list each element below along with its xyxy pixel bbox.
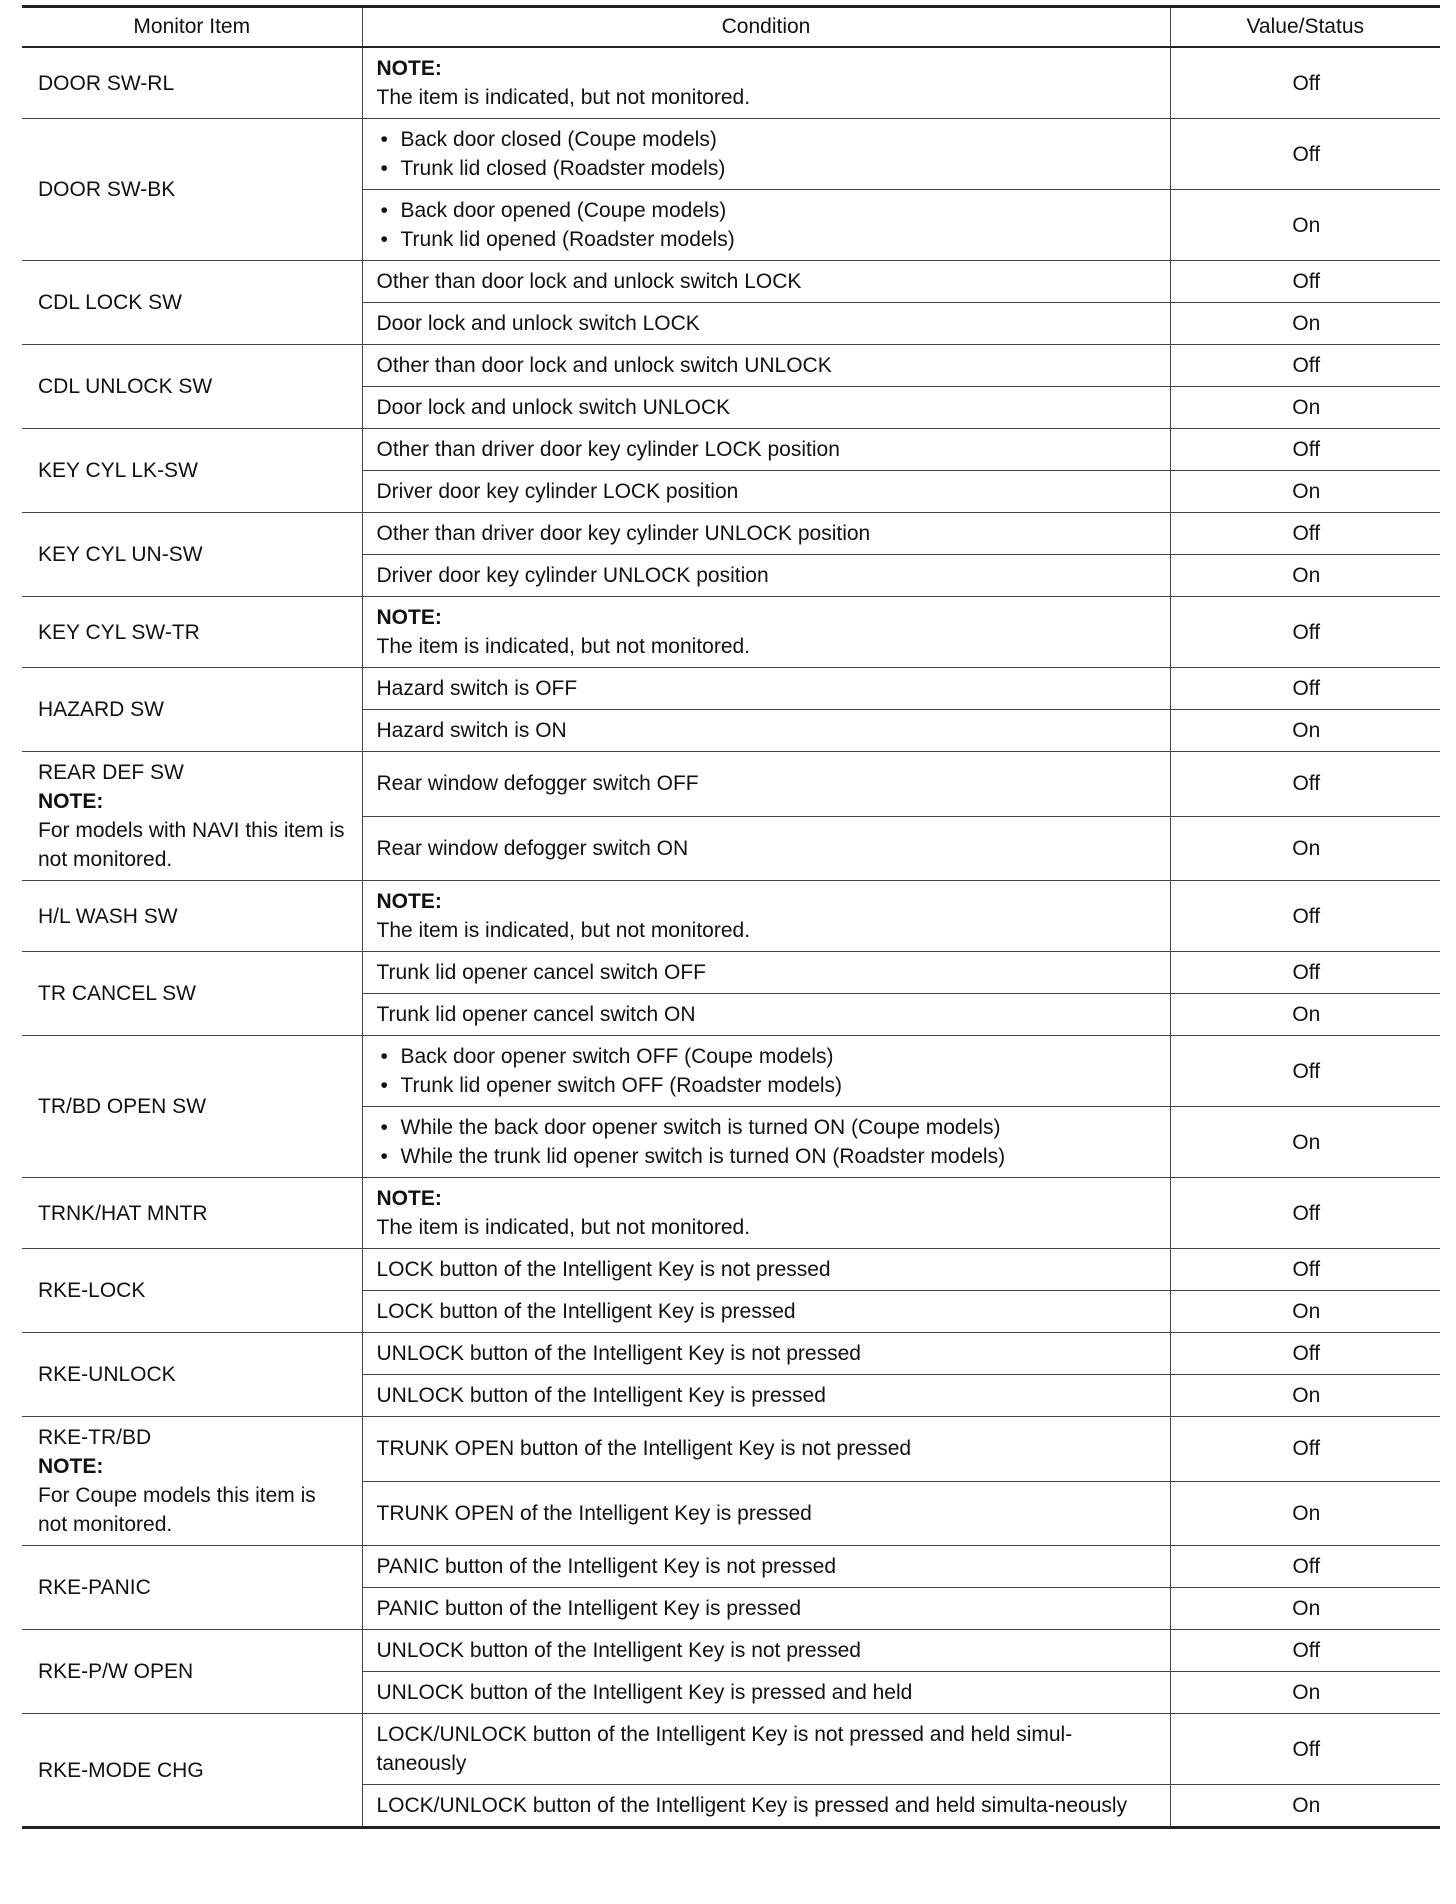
condition-text: TRUNK OPEN of the Intelligent Key is pressed (376, 1501, 812, 1525)
value-status-cell: On (1170, 555, 1440, 597)
monitor-item-name: KEY CYL UN-SW (38, 543, 203, 566)
condition-text: Driver door key cylinder UNLOCK position (376, 564, 769, 587)
condition-note-label: NOTE: (376, 57, 442, 80)
monitor-item-cell (22, 429, 362, 513)
monitor-item-cell (22, 752, 362, 881)
condition-cell (362, 668, 1170, 710)
value-status-cell: On (1170, 1107, 1440, 1178)
monitor-item-cell (22, 345, 362, 429)
condition-bullet-list (377, 125, 1156, 183)
condition-text: UNLOCK button of the Intelligent Key is not pressed (376, 1342, 861, 1365)
monitor-item-cell (22, 1036, 362, 1178)
condition-cell (362, 881, 1170, 952)
condition-cell (362, 1291, 1170, 1333)
condition-cell (362, 119, 1170, 190)
value-status-cell: Off (1170, 752, 1440, 817)
value-status-cell: Off (1170, 47, 1440, 119)
condition-cell (362, 1546, 1170, 1588)
value-status-cell: On (1170, 710, 1440, 752)
condition-text: Other than door lock and unlock switch UNLOCK (376, 354, 832, 377)
condition-text: Door lock and unlock switch LOCK (376, 312, 700, 335)
condition-cell (362, 597, 1170, 668)
condition-bullet-item: • Trunk lid closed (Roadster models) (377, 154, 1156, 183)
condition-text: Hazard switch is ON (376, 719, 567, 742)
monitor-item-cell (22, 119, 362, 261)
monitor-item-cell (22, 47, 362, 119)
header-row (22, 7, 1440, 48)
condition-bullet-list (377, 1113, 1156, 1171)
condition-cell (362, 1107, 1170, 1178)
condition-cell (362, 513, 1170, 555)
condition-cell (362, 1481, 1170, 1546)
condition-note-label: NOTE: (376, 606, 442, 629)
condition-text: UNLOCK button of the Intelligent Key is pressed (376, 1384, 826, 1407)
header-condition: Condition (362, 7, 1170, 48)
table-row (22, 1714, 1440, 1785)
condition-text: Rear window defogger switch OFF (376, 772, 699, 796)
condition-text: Hazard switch is OFF (376, 677, 578, 700)
condition-note-text: The item is indicated, but not monitored. (376, 86, 751, 109)
condition-bullet-item: • Trunk lid opener switch OFF (Roadster models) (377, 1071, 1156, 1100)
condition-cell (362, 1785, 1170, 1828)
condition-text: Trunk lid opener cancel switch ON (376, 1003, 696, 1026)
table-row (22, 1249, 1440, 1291)
table-row (22, 1036, 1440, 1107)
monitor-item-cell (22, 952, 362, 1036)
condition-cell (362, 1417, 1170, 1482)
condition-cell (362, 1630, 1170, 1672)
value-status-cell: On (1170, 1672, 1440, 1714)
monitor-item-cell (22, 881, 362, 952)
monitor-item-name: RKE-MODE CHG (38, 1758, 204, 1782)
condition-cell (362, 1375, 1170, 1417)
monitor-item-name: CDL UNLOCK SW (38, 375, 213, 398)
value-status-cell: Off (1170, 1630, 1440, 1672)
value-status-cell: On (1170, 1588, 1440, 1630)
condition-text: Other than door lock and unlock switch LOCK (376, 270, 802, 293)
condition-text: Driver door key cylinder LOCK position (376, 480, 739, 503)
monitor-item-cell (22, 513, 362, 597)
condition-bullet-item: • Back door opener switch OFF (Coupe models) (377, 1042, 1156, 1071)
monitor-item-name: RKE-P/W OPEN (38, 1660, 194, 1683)
monitor-item-cell (22, 1714, 362, 1828)
value-status-cell: Off (1170, 668, 1440, 710)
value-status-cell: Off (1170, 881, 1440, 952)
value-status-cell: On (1170, 1481, 1440, 1546)
condition-cell (362, 816, 1170, 881)
condition-text: LOCK button of the Intelligent Key is pressed (376, 1300, 796, 1323)
monitor-item-name: RKE-UNLOCK (38, 1363, 176, 1386)
monitor-item-cell (22, 1249, 362, 1333)
condition-cell (362, 1333, 1170, 1375)
monitor-item-name: TR CANCEL SW (38, 982, 196, 1005)
condition-cell (362, 1672, 1170, 1714)
header-monitor-item: Monitor Item (22, 7, 362, 48)
table-row (22, 261, 1440, 303)
condition-cell (362, 190, 1170, 261)
condition-text: Other than driver door key cylinder UNLOCK position (376, 522, 871, 545)
monitor-item-cell (22, 1630, 362, 1714)
condition-bullet-item: • Back door opened (Coupe models) (377, 196, 1156, 225)
value-status-cell: On (1170, 994, 1440, 1036)
condition-cell (362, 555, 1170, 597)
table-row (22, 1546, 1440, 1588)
table-body (22, 47, 1440, 1828)
value-status-cell: On (1170, 303, 1440, 345)
table-row (22, 1417, 1440, 1482)
value-status-cell: On (1170, 1375, 1440, 1417)
monitor-item-name: REAR DEF SW (38, 761, 184, 784)
value-status-cell: Off (1170, 513, 1440, 555)
condition-text: LOCK/UNLOCK button of the Intelligent Key is pressed and held simulta-neously (376, 1794, 1128, 1817)
condition-text: UNLOCK button of the Intelligent Key is not pressed (376, 1639, 861, 1662)
table-row (22, 1178, 1440, 1249)
condition-cell (362, 387, 1170, 429)
value-status-cell: Off (1170, 1714, 1440, 1785)
table-row (22, 881, 1440, 952)
value-status-cell: On (1170, 1785, 1440, 1828)
monitor-item-name: TR/BD OPEN SW (38, 1095, 207, 1118)
value-status-cell: Off (1170, 1417, 1440, 1482)
table-row (22, 429, 1440, 471)
monitor-item-name: RKE-LOCK (38, 1279, 146, 1302)
monitor-item-cell (22, 1333, 362, 1417)
item-note-label: NOTE: (38, 790, 104, 813)
condition-text: Other than driver door key cylinder LOCK position (376, 438, 840, 461)
condition-note-label: NOTE: (376, 1187, 442, 1210)
condition-text: LOCK button of the Intelligent Key is not pressed (376, 1258, 831, 1281)
condition-note-text: The item is indicated, but not monitored. (376, 919, 751, 942)
value-status-cell: On (1170, 816, 1440, 881)
condition-text: LOCK/UNLOCK button of the Intelligent Key is not pressed and held simul-taneously (376, 1723, 1073, 1775)
monitor-item-name: KEY CYL SW-TR (38, 620, 200, 644)
condition-cell (362, 1036, 1170, 1107)
condition-cell (362, 1714, 1170, 1785)
value-status-cell: Off (1170, 597, 1440, 668)
condition-cell (362, 952, 1170, 994)
value-status-cell: Off (1170, 1036, 1440, 1107)
condition-text: Trunk lid opener cancel switch OFF (376, 961, 707, 984)
item-note-label: NOTE: (38, 1455, 104, 1478)
condition-bullet-item: • Back door closed (Coupe models) (377, 125, 1156, 154)
table-row (22, 1333, 1440, 1375)
condition-note-label: NOTE: (376, 890, 442, 913)
table-row (22, 597, 1440, 668)
monitor-item-name: H/L WASH SW (38, 904, 178, 928)
table-row (22, 47, 1440, 119)
table-row (22, 119, 1440, 190)
value-status-cell: On (1170, 471, 1440, 513)
condition-text: Rear window defogger switch ON (376, 836, 689, 860)
condition-text: TRUNK OPEN button of the Intelligent Key is not pressed (376, 1437, 912, 1461)
table-row (22, 345, 1440, 387)
item-note-text: For models with NAVI this item is not monitored. (38, 819, 345, 871)
condition-cell (362, 752, 1170, 817)
monitor-item-name: TRNK/HAT MNTR (38, 1201, 208, 1225)
condition-text: PANIC button of the Intelligent Key is pressed (376, 1597, 802, 1620)
value-status-cell: Off (1170, 1546, 1440, 1588)
monitor-item-cell (22, 597, 362, 668)
monitor-item-cell (22, 1417, 362, 1546)
condition-cell (362, 47, 1170, 119)
condition-bullet-item: • While the trunk lid opener switch is turned ON (Roadster models) (377, 1142, 1156, 1171)
monitor-item-cell (22, 261, 362, 345)
table-row (22, 752, 1440, 817)
condition-note-text: The item is indicated, but not monitored. (376, 1216, 751, 1239)
table-row (22, 1630, 1440, 1672)
condition-cell (362, 429, 1170, 471)
monitor-item-name: RKE-PANIC (38, 1576, 151, 1599)
condition-cell (362, 994, 1170, 1036)
value-status-cell: Off (1170, 345, 1440, 387)
condition-bullet-item: • While the back door opener switch is turned ON (Coupe models) (377, 1113, 1156, 1142)
monitor-item-name: DOOR SW-RL (38, 71, 175, 95)
condition-text: UNLOCK button of the Intelligent Key is pressed and held (376, 1681, 913, 1704)
monitor-item-table (22, 5, 1440, 1829)
table-row (22, 952, 1440, 994)
monitor-item-name: CDL LOCK SW (38, 291, 182, 314)
monitor-item-name: KEY CYL LK-SW (38, 459, 198, 482)
monitor-item-name: HAZARD SW (38, 698, 164, 721)
condition-cell (362, 710, 1170, 752)
monitor-item-name: RKE-TR/BD (38, 1426, 152, 1449)
monitor-item-cell (22, 1546, 362, 1630)
item-note-text: For Coupe models this item is not monitored. (38, 1484, 316, 1536)
condition-cell (362, 303, 1170, 345)
value-status-cell: On (1170, 387, 1440, 429)
condition-cell (362, 1249, 1170, 1291)
value-status-cell: Off (1170, 1178, 1440, 1249)
condition-bullet-list (377, 1042, 1156, 1100)
condition-text: Door lock and unlock switch UNLOCK (376, 396, 731, 419)
condition-cell (362, 345, 1170, 387)
table-row (22, 513, 1440, 555)
condition-text: PANIC button of the Intelligent Key is not pressed (376, 1555, 837, 1578)
value-status-cell: Off (1170, 261, 1440, 303)
monitor-item-cell (22, 1178, 362, 1249)
value-status-cell: Off (1170, 1249, 1440, 1291)
condition-cell (362, 261, 1170, 303)
value-status-cell: Off (1170, 119, 1440, 190)
value-status-cell: Off (1170, 952, 1440, 994)
condition-cell (362, 1588, 1170, 1630)
value-status-cell: Off (1170, 429, 1440, 471)
value-status-cell: On (1170, 1291, 1440, 1333)
monitor-item-name: DOOR SW-BK (38, 178, 176, 201)
condition-bullet-item: • Trunk lid opened (Roadster models) (377, 225, 1156, 254)
monitor-item-cell (22, 668, 362, 752)
condition-note-text: The item is indicated, but not monitored. (376, 635, 751, 658)
value-status-cell: On (1170, 190, 1440, 261)
condition-cell (362, 471, 1170, 513)
table-row (22, 668, 1440, 710)
condition-cell (362, 1178, 1170, 1249)
header-value-status: Value/Status (1170, 7, 1440, 48)
value-status-cell: Off (1170, 1333, 1440, 1375)
condition-bullet-list (377, 196, 1156, 254)
